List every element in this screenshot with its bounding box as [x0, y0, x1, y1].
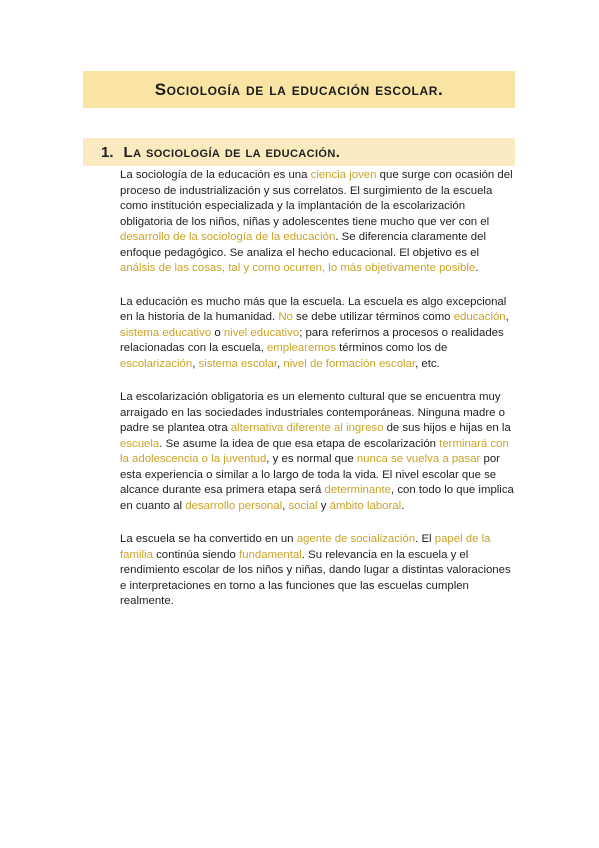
paragraph — [120, 295, 516, 373]
highlighted-term: agente de socialización — [296, 533, 416, 545]
highlighted-term: determinante — [324, 484, 392, 496]
paragraph-text: . El — [415, 533, 435, 545]
highlighted-term: escolarización — [120, 357, 193, 370]
paragraph-text: ; para referirnos a procesos o realidades relacionadas con la escuela, — [120, 326, 504, 354]
highlighted-term: nivel educativo — [223, 326, 300, 339]
paragraph-text: La sociología de la educación es una — [120, 169, 311, 181]
paragraph — [120, 532, 516, 610]
highlighted-term: nunca se vuelva a pasar — [356, 453, 481, 465]
paragraph-text: y — [317, 499, 330, 512]
highlighted-term: sistema escolar — [198, 357, 278, 370]
paragraph-text: La escuela se ha convertido en un — [120, 533, 297, 545]
highlighted-term: social — [288, 499, 318, 512]
section-title: La sociología de la educación. — [123, 143, 341, 161]
paragraph-text: , — [277, 357, 284, 370]
highlighted-term: sistema educativo — [120, 326, 212, 339]
highlighted-term: terminará con la adolescencia o la juventud — [120, 437, 509, 465]
paragraph-text: . Su relevancia en la escuela y el rendimiento escolar de los niños y niñas, dando lugar a distintas valoraciones e interpretaciones en torno a las funciones que las escuelas cumplen realmente. — [120, 548, 511, 607]
highlighted-term: análsis de las cosas, tal y como ocurren, lo más objetivamente posible — [120, 262, 476, 274]
title-banner — [83, 71, 515, 108]
section-heading — [83, 138, 515, 166]
paragraph — [120, 390, 516, 514]
highlighted-term: nivel de formación escolar — [283, 357, 416, 370]
section-number: 1. — [101, 143, 114, 161]
paragraph-text: de sus hijos e hijas en la — [383, 422, 511, 434]
highlighted-term: desarrollo personal — [185, 499, 283, 512]
paragraph-text: , — [505, 311, 509, 323]
highlighted-term: ciencia joven — [310, 169, 377, 181]
paragraph-text: , — [282, 499, 289, 512]
highlighted-term: escuela — [120, 437, 160, 450]
body-text — [120, 168, 516, 628]
paragraph-text: La educación es mucho más que la escuela. La escuela es algo excepcional en la historia de la humanidad. — [120, 295, 507, 323]
paragraph-text: La escolarización obligatoria es un elemento cultural que se encuentra muy arraigado en las sociedades industriales contemporáneas. Ninguna madre o padre se plantea otra — [120, 391, 505, 434]
paragraph — [120, 168, 516, 277]
paragraph-text: , — [192, 357, 199, 370]
highlighted-term: fundamental — [239, 548, 302, 561]
paragraph-text: . Se diferencia claramente del enfoque pedagógico. Se analiza el hecho educacional. El objetivo es el — [120, 231, 487, 259]
paragraph-text: , y es normal que — [266, 453, 357, 465]
highlighted-term: alternativa diferente al ingreso — [230, 422, 384, 434]
highlighted-term: No — [278, 311, 293, 323]
highlighted-term: emplearemos — [266, 342, 336, 354]
paragraph-text: , con todo lo que implica en cuanto al — [120, 484, 514, 512]
paragraph-text: . Se asume la idea de que esa etapa de escolarización — [159, 437, 440, 450]
highlighted-term: papel de la familia — [120, 533, 491, 561]
highlighted-term: desarrollo de la sociología de la educación — [120, 231, 336, 243]
paragraph-text: o — [211, 326, 224, 339]
paragraph-text: por esta experiencia o similar a lo largo de toda la vida. El nivel escolar que se alcance durante esa primera etapa será — [120, 453, 500, 496]
document-title: Sociología de la educación escolar. — [154, 79, 444, 99]
paragraph-text: . — [475, 262, 479, 274]
paragraph-text: se debe utilizar términos como — [292, 311, 454, 323]
paragraph-text: continúa siendo — [152, 548, 240, 561]
highlighted-term: educación — [453, 311, 506, 323]
paragraph-text: términos como los de — [335, 342, 448, 354]
paragraph-text: . — [401, 499, 405, 512]
paragraph-text: que surge con ocasión del proceso de industrialización y sus correlatos. El surgimiento de la escuela como institución especializada y la implantación de la escolarización obligatoria de los niños, niñas y adolescentes tiene mucho que ver con el — [120, 169, 513, 228]
paragraph-text: , etc. — [415, 357, 440, 370]
highlighted-term: ámbito laboral — [329, 499, 402, 512]
